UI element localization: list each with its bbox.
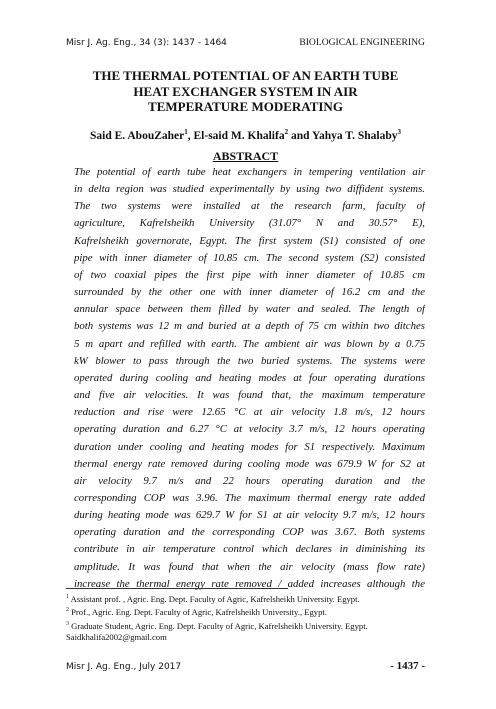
title-line-3: TEMPERATURE MODERATING (148, 99, 343, 114)
footnote-divider (66, 588, 288, 589)
footnote-2-mark: 2 (66, 607, 69, 614)
page-number: - 1437 - (390, 660, 425, 672)
title-line-1: THE THERMAL POTENTIAL OF AN EARTH TUBE (92, 68, 399, 83)
abstract-body (74, 164, 425, 593)
abstract-line: corresponding COP was 3.96. The maximum thermal energy rate added (74, 491, 425, 504)
abstract-line: amplitude. It was found that when the air velocity (mass flow rate) (74, 560, 425, 573)
author-1: Said E. AbouZaher (89, 129, 185, 142)
header-journal-citation: Misr J. Ag. Eng., 34 (3): 1437 - 1464 (66, 38, 227, 48)
abstract-line: of two coaxial pipes the first pipe with inner diameter of 10.85 cm (74, 268, 425, 281)
footnote-3-mark: 3 (66, 620, 69, 627)
abstract-line: operated during cooling and heating modes at four operating durations (74, 371, 425, 384)
footnote-3-email[interactable]: Saidkhalifa2002@gmail.com (66, 631, 167, 642)
author-1-affiliation-mark: 1 (184, 128, 188, 136)
footnote-3-text: Graduate Student, Agric. Eng. Dept. Faculty of Agric, Kafrelsheikh University. Egypt. (69, 620, 368, 631)
abstract-line: The two systems were installed at the research farm, faculty of (74, 200, 425, 213)
footnote-2 (66, 605, 436, 618)
abstract-heading: ABSTRACT (212, 149, 279, 163)
abstract-line: during heating mode was 629.7 W for S1 at air velocity 9.7 m/s, 12 hours (74, 509, 425, 522)
abstract-line: in delta region was studied experimentally by using two diffident systems. (74, 183, 425, 196)
footnote-1-text: Assistant prof. , Agric. Eng. Dept. Faculty of Agric, Kafrelsheikh University. Egypt. (69, 593, 360, 604)
abstract-line: operating duration and 6.27 °C at velocity 3.7 m/s, 12 hours operating (74, 423, 425, 436)
abstract-line: both systems was 12 m and buried at a depth of 75 cm within two ditches (74, 320, 425, 333)
abstract-line: The potential of earth tube heat exchangers in tempering ventilation air (74, 166, 425, 178)
title-line-2: HEAT EXCHANGER SYSTEM IN AIR (133, 83, 358, 99)
abstract-line: increase the thermal energy rate removed / added increases although the (74, 577, 425, 590)
abstract-line: annular space between them filled by water and sealed. The length of (74, 303, 425, 316)
author-3: Yahya T. Shalaby (311, 129, 398, 142)
footnote-2-text: Prof., Agric. Eng. Dept. Faculty of Agric, Kafrelsheikh University., Egypt. (69, 607, 327, 618)
footnote-1 (66, 592, 436, 605)
footnote-3 (66, 619, 436, 632)
abstract-line: reduction and rise were 12.65 °C at air velocity 1.8 m/s, 12 hours (74, 406, 425, 419)
abstract-line: agriculture, Kafrelsheikh University (31.07° N and 30.57° E), (74, 217, 425, 230)
author-separator: and (288, 129, 312, 142)
abstract-line: pipe with inner diameter of 10.85 cm. The second system (S2) consisted (74, 251, 425, 264)
paper-title (66, 68, 425, 115)
abstract-line: contribute in air temperature control which declares in diminishing its (74, 543, 425, 556)
abstract-line: operating duration and the corresponding COP was 3.67. Both systems (74, 526, 425, 539)
abstract-line: kW blower to pass through the two buried systems. The systems were (74, 354, 425, 367)
author-2: El-said M. Khalifa (193, 129, 285, 142)
abstract-line: surrounded by the other one with inner diameter of 16.2 cm and the (74, 286, 425, 299)
abstract-line: 5 m apart and refilled with earth. The ambient air was blown by a 0.75 (74, 337, 425, 350)
footnote-1-mark: 1 (66, 594, 69, 600)
abstract-line: air velocity 9.7 m/s and 22 hours operating duration and the (74, 474, 425, 487)
abstract-line: Kafrelsheikh governorate, Egypt. The first system (S1) consisted of one (74, 234, 425, 247)
author-separator: , (187, 129, 194, 142)
abstract-line: and five air velocities. It was found that, the maximum temperature (74, 389, 425, 402)
author-list (66, 125, 425, 143)
footnotes (66, 592, 436, 643)
header-section-name: BIOLOGICAL ENGINEERING (299, 37, 425, 48)
author-2-affiliation-mark: 2 (284, 128, 289, 136)
running-header (66, 37, 425, 49)
abstract-line: thermal energy rate removed during cooling mode was 679.9 W for S2 at (74, 457, 425, 470)
running-footer (66, 660, 425, 672)
abstract-line: duration under cooling and heating modes for S1 respectively. Maximum (74, 440, 425, 453)
footer-journal-issue: Misr J. Ag. Eng., July 2017 (66, 662, 182, 672)
author-3-affiliation-mark: 3 (397, 128, 401, 136)
